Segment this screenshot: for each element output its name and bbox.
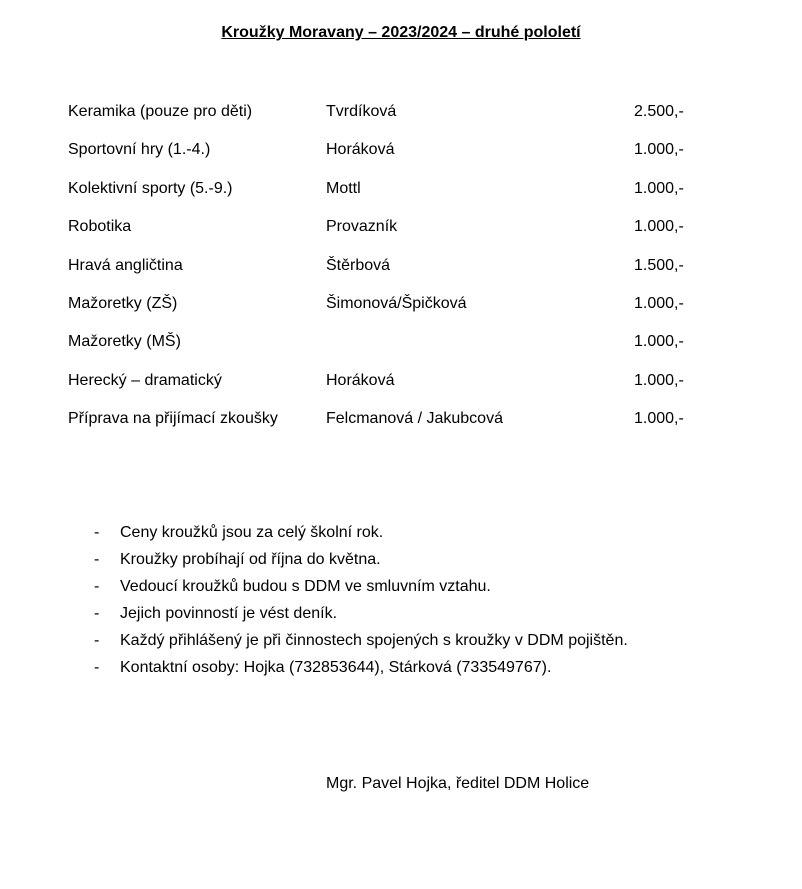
course-name: Robotika xyxy=(68,218,132,236)
course-leader: Felcmanová / Jakubcová xyxy=(326,410,503,428)
list-item xyxy=(94,520,774,547)
course-price: 1.000,- xyxy=(634,371,684,389)
note-text: Vedoucí kroužků budou s DDM ve smluvním vztahu. xyxy=(120,578,491,595)
course-row xyxy=(68,406,768,444)
course-price: 1.000,- xyxy=(634,141,684,159)
course-row xyxy=(68,253,768,291)
list-bullet: - xyxy=(94,578,100,595)
notes-list xyxy=(94,520,774,682)
course-leader: Tvrdíková xyxy=(326,103,397,120)
list-item xyxy=(94,574,774,601)
course-row xyxy=(68,329,768,367)
course-price: 1.000,- xyxy=(634,218,684,236)
course-row xyxy=(68,214,768,252)
note-text: Jejich povinností je vést deník. xyxy=(120,605,338,622)
list-bullet: - xyxy=(94,632,100,649)
course-name: Mažoretky (MŠ) xyxy=(68,333,181,351)
list-bullet: - xyxy=(94,551,100,568)
document-title: Kroužky Moravany – 2023/2024 – druhé pololetí xyxy=(221,24,581,41)
course-price: 1.000,- xyxy=(634,410,684,428)
list-item xyxy=(94,601,774,628)
note-text: Kontaktní osoby: Hojka (732853644), Stárková (733549767). xyxy=(120,659,552,676)
list-bullet: - xyxy=(94,659,100,676)
note-text: Ceny kroužků jsou za celý školní rok. xyxy=(120,524,384,541)
list-item xyxy=(94,655,774,682)
course-price: 1.000,- xyxy=(634,294,684,312)
course-leader: Štěrbová xyxy=(326,256,391,274)
course-leader: Provazník xyxy=(326,218,398,236)
course-price: 2.500,- xyxy=(634,103,684,120)
note-text: Každý přihlášený je při činnostech spojených s kroužky v DDM pojištěn. xyxy=(120,632,628,649)
course-name: Příprava na přijímací zkoušky xyxy=(68,410,278,428)
course-leader: Horáková xyxy=(326,371,395,389)
course-name: Hravá angličtina xyxy=(68,256,183,274)
course-name: Mažoretky (ZŠ) xyxy=(68,294,178,312)
course-price: 1.500,- xyxy=(634,256,684,274)
course-leader: Mottl xyxy=(326,179,361,197)
signature: Mgr. Pavel Hojka, ředitel DDM Holice xyxy=(326,775,590,792)
course-leader: Šimonová/Špičková xyxy=(326,294,467,312)
course-row xyxy=(68,291,768,329)
course-price: 1.000,- xyxy=(634,179,684,197)
course-name: Herecký – dramatický xyxy=(68,371,222,389)
course-row xyxy=(68,99,768,137)
course-row xyxy=(68,368,768,406)
list-bullet: - xyxy=(94,605,100,622)
course-row xyxy=(68,176,768,214)
courses-table xyxy=(68,99,768,445)
course-price: 1.000,- xyxy=(634,333,684,351)
list-bullet: - xyxy=(94,524,100,541)
note-text: Kroužky probíhají od října do května. xyxy=(120,551,381,568)
course-leader: Horáková xyxy=(326,141,395,159)
course-row xyxy=(68,137,768,175)
list-item xyxy=(94,547,774,574)
course-name: Keramika (pouze pro děti) xyxy=(68,103,253,120)
course-name: Kolektivní sporty (5.-9.) xyxy=(68,179,233,197)
list-item xyxy=(94,628,774,655)
course-name: Sportovní hry (1.-4.) xyxy=(68,141,211,159)
